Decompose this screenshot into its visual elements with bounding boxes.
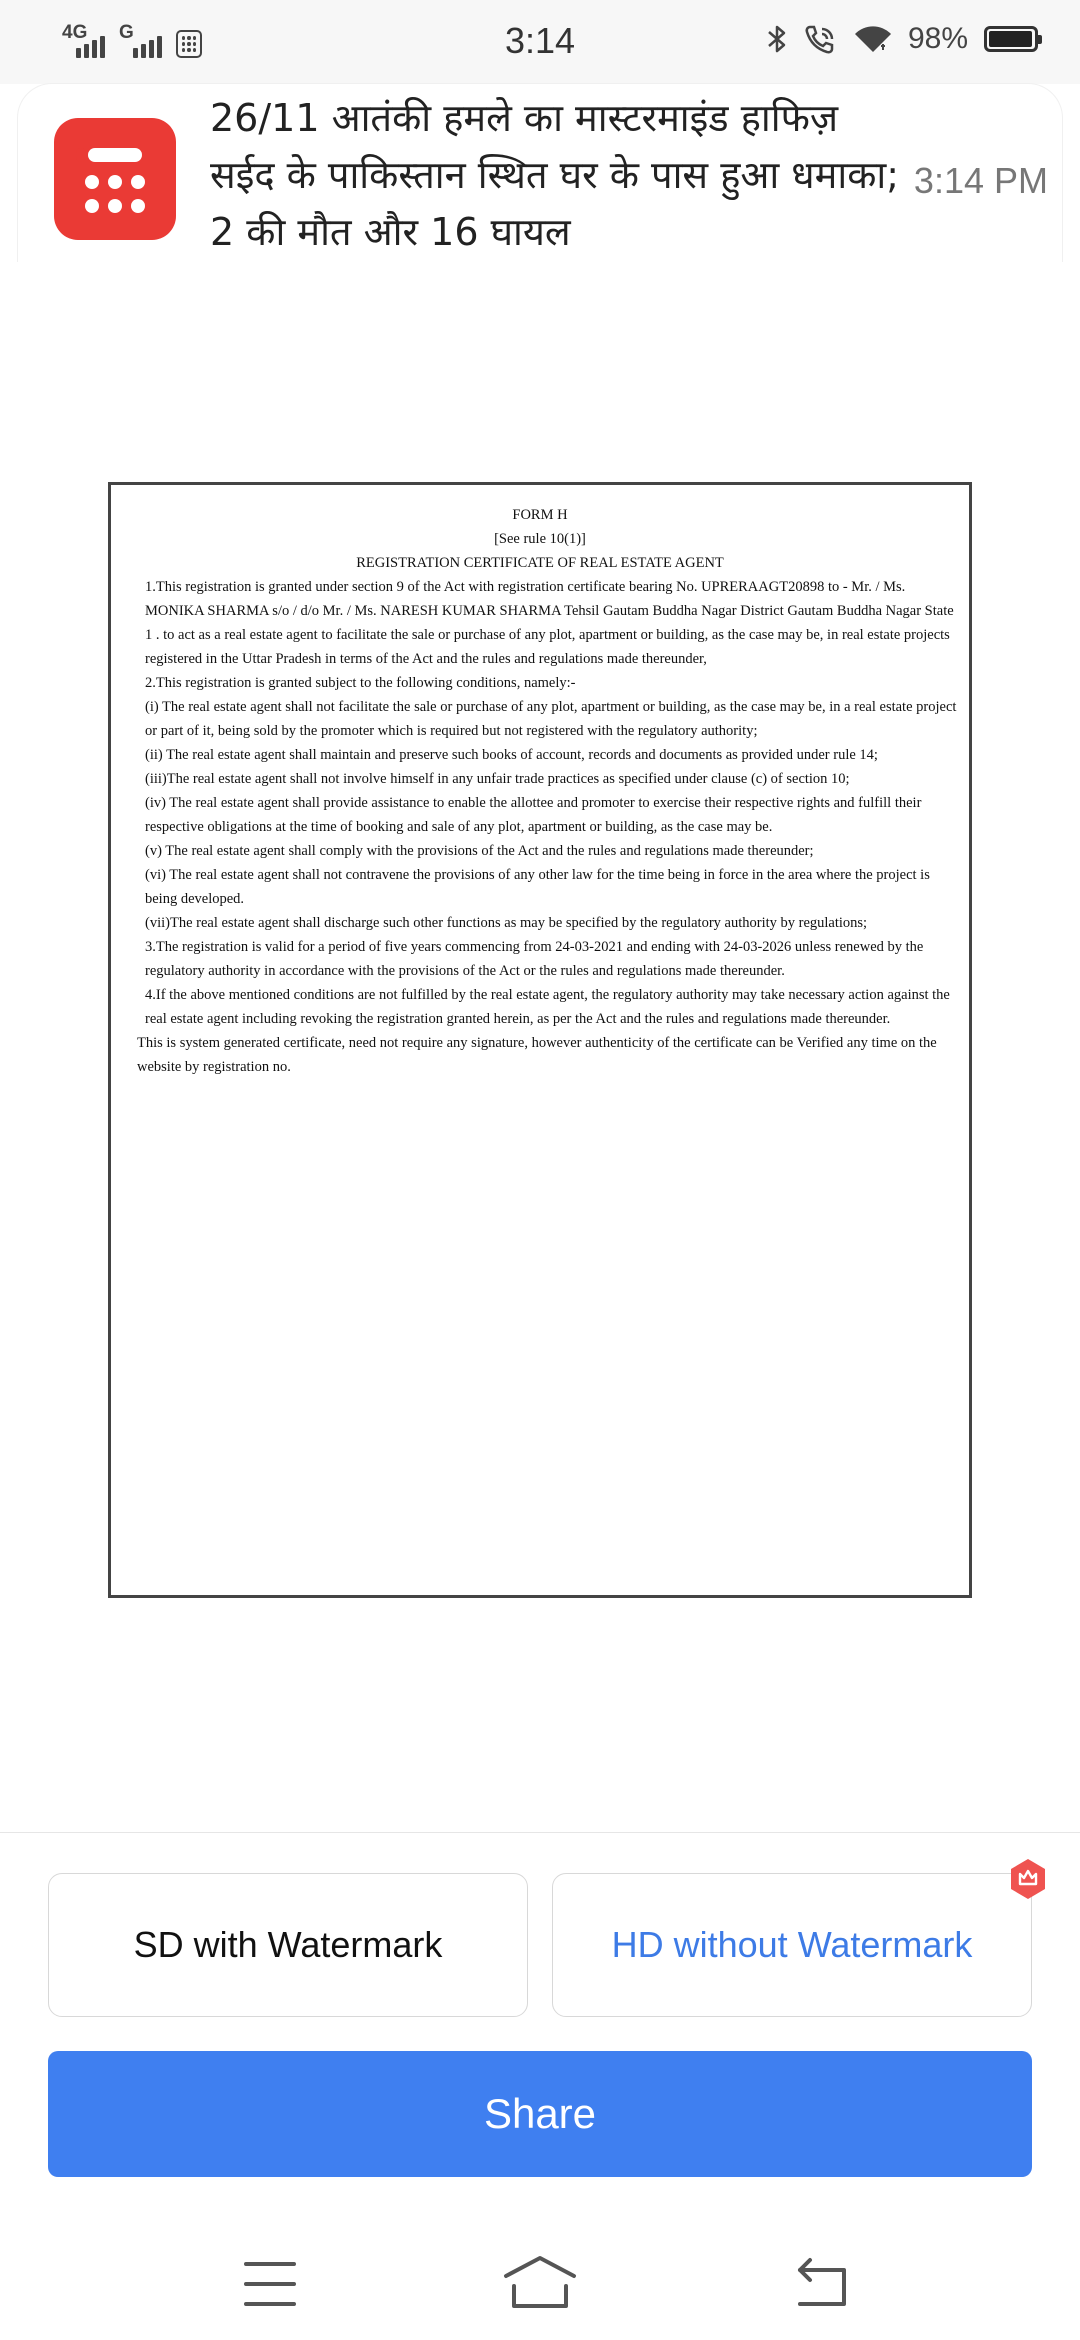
bluetooth-icon	[766, 23, 788, 55]
battery-percent: 98%	[907, 22, 968, 55]
doc-paragraph: (iii)The real estate agent shall not involve himself in any unfair trade practices as specified under clause (c) of section 10;	[145, 771, 850, 787]
doc-paragraph: (iv) The real estate agent shall provide assistance to enable the allottee and promoter to exercise their respective rights and fulfill their respective obligations at the time of booking and sale of any plot, apartment or building, as the case may be.	[145, 795, 922, 835]
doc-rule-reference: [See rule 10(1)]	[494, 531, 586, 547]
doc-paragraph: 2.This registration is granted subject to the following conditions, namely:-	[145, 675, 576, 691]
doc-paragraph: 4.If the above mentioned conditions are not fulfilled by the real estate agent, the regulatory authority may take necessary action against the real estate agent including revoking the registration granted herein, as per the Act and the rules and regulations made thereunder.	[145, 987, 950, 1027]
doc-paragraph: (ii) The real estate agent shall maintain and preserve such books of account, records and documents as provided under rule 14;	[145, 747, 878, 763]
share-button[interactable]: Share	[48, 2051, 1032, 2177]
hd-without-watermark-option[interactable]: HD without Watermark	[552, 1873, 1032, 2017]
sd-with-watermark-option[interactable]: SD with Watermark	[48, 1873, 528, 2017]
network-type-1: 4G	[62, 22, 88, 43]
news-notification[interactable]	[18, 84, 1062, 262]
status-time: 3:14	[504, 20, 576, 61]
dice-app-icon	[54, 118, 176, 240]
battery-icon	[984, 26, 1038, 52]
doc-paragraph: 1.This registration is granted under section 9 of the Act with registration certificate bearing No. UPRERAAGT20898 to - Mr. / Ms. MONIKA SHARMA s/o / d/o Mr. / Ms. NARESH KUMAR SHARMA Tehsil Gautam Buddha Nagar District Gautam Buddha Nagar State 1 . to act as a real estate agent to facilitate the sale or purchase of any plot, apartment or building, as the case may be, in real estate projects registered in the Uttar Pradesh in terms of the Act and the rules and regulations made thereunder,	[145, 579, 954, 667]
doc-paragraph: (v) The real estate agent shall comply with the provisions of the Act and the rules and regulations made thereunder;	[145, 843, 814, 859]
status-bar	[0, 0, 1080, 84]
premium-crown-icon	[1009, 1858, 1047, 1900]
doc-paragraph: (vi) The real estate agent shall not contravene the provisions of any other law for the time being in force in the area where the project is being developed.	[145, 867, 930, 907]
doc-footer-note: This is system generated certificate, need not require any signature, however authenticity of the certificate can be Verified any time on the website by registration no.	[137, 1035, 937, 1075]
wifi-icon	[854, 24, 892, 54]
doc-heading: REGISTRATION CERTIFICATE OF REAL ESTATE AGENT	[356, 555, 724, 571]
navigation-bar	[0, 2230, 1080, 2340]
network-type-2: G	[119, 22, 134, 43]
wifi-calling-icon	[804, 23, 838, 55]
status-right	[766, 22, 1038, 56]
notification-headline: 26/11 आतंकी हमले का मास्टरमाइंड हाफिज़ सईद के पाकिस्तान स्थित घर के पास हुआ धमाका; 2 की मौत और 16 घायल	[210, 96, 900, 254]
doc-paragraph: (vii)The real estate agent shall discharge such other functions as may be specified by the regulatory authority by regulations;	[145, 915, 868, 931]
home-icon[interactable]	[500, 2244, 580, 2324]
doc-paragraph: (i) The real estate agent shall not facilitate the sale or purchase of any plot, apartment or building, as the case may be, in a real estate project or part of it, being sold by the promoter which is required but not registered with the regulatory authority;	[145, 699, 957, 739]
doc-form-title: FORM H	[512, 507, 568, 523]
doc-paragraph: 3.The registration is valid for a period of five years commencing from 24-03-2021 and ending with 24-03-2026 unless renewed by the regulatory authority in accordance with the provisions of the Act or the rules and regulations made thereunder.	[145, 939, 924, 979]
notification-time: 3:14 PM	[913, 160, 1048, 201]
menu-icon[interactable]	[230, 2244, 310, 2324]
document-preview-area	[0, 262, 1080, 1832]
back-icon[interactable]	[784, 2244, 864, 2324]
certificate-document	[108, 482, 972, 1598]
